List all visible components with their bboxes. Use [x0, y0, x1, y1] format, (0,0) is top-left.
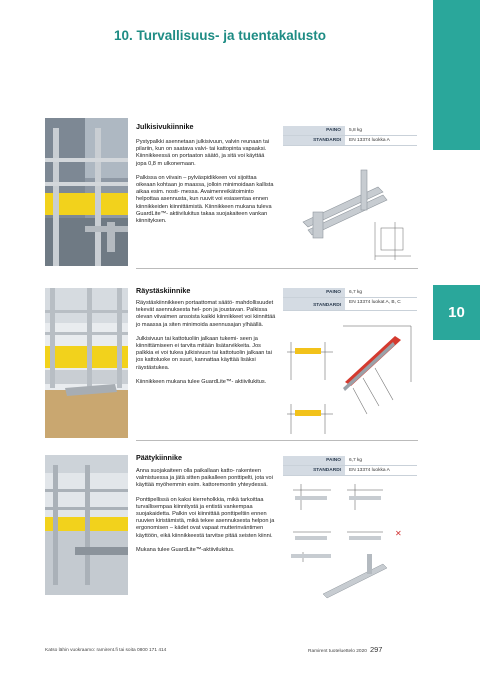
raystaskiinnike-diagram [283, 322, 417, 440]
paragraph: Palkissa on viivain – pylväspidikkeen voi sijoittaa oikeaan kohtaan jo maassa, jolloin minimoidaan kallista aikaa esim. nosti- messa. Avaimenreikätoiminto helpottaa asennusta, kun ruuvit voi esiasentaa ennen kiinnikkeiden kiinnittämistä. Kiinnikkeen mukana tuleva GuardLite™- aktiivilukitus takaa suojakaiteen vankan kiinnityksen. [136, 174, 274, 225]
svg-text:✕: ✕ [395, 529, 402, 538]
paragraph: Mukana tulee GuardLite™-aktiivilukitus. [136, 546, 235, 553]
spec-label: STANDARDI [283, 298, 345, 310]
page-number: 297 [369, 645, 383, 654]
paatykiinnike-spec-table [283, 456, 417, 476]
chapter-tab-top [433, 0, 480, 150]
paragraph: Pystypalkki asennetaan julkisivuun, valvin reunaan tai pilariin, kun on saatava valvi- tai kattopinta vapaaksi. Kiinnikkeessä on portaaton säätö, ja sitä voi käyttää jopa 0,8 m ulkonemaan. [136, 139, 270, 167]
spec-value: 5,8 kg [349, 128, 363, 133]
paragraph: Anna suojakaiteen olla paikallaan katto- rakenteen valmistuessa ja jätä sitten paikalleen ponttipelti, jota voi käyttää myöhemmin esim. kattoremontin yhteydessä. [136, 468, 273, 489]
paragraph: Ponttipellissä on kaksi kierreholkkia, mikä tarkoittaa turvallisempaa kiinnitystä ja entistä vankempaa suojakaidetta. Palkin voi kiinnittää ponttipeltiin ennen ruuvien kiristämistä, mikä tekee asennuksesta helpon ja ergonomisen – kädet ovat vapaat mutterinväntimen käyttöön, eikä kiinnikkeestä tarvitse pitää seisten kiinni. [136, 496, 275, 539]
spec-label: STANDARDI [283, 466, 345, 475]
spec-label: PAINO [283, 126, 345, 135]
chapter-number[interactable]: 10 [433, 285, 480, 340]
spec-label: STANDARDI [283, 136, 345, 145]
julkisivukiinnike-spec-table [283, 126, 417, 146]
julkisivukiinnike-title: Julkisivukiinnike [136, 122, 194, 131]
raystaskiinnike-text [136, 300, 276, 393]
julkisivukiinnike-photo [45, 118, 128, 266]
page-title: 10. Turvallisuus- ja tuentakalusto [113, 28, 327, 43]
julkisivukiinnike-text [136, 139, 276, 232]
julkisivukiinnike-diagram [283, 152, 417, 270]
paragraph: Räystäskiinnikkeen portaattomat säätö- mahdollisuudet tekevät asennuksesta hel- pon ja joustavan. Palkissa olevan viivaimen ansoista kaikki kiinnikkeet voi kiinnittää jo maassa ja siten minimoida asennusajan ylhäällä. [136, 300, 276, 328]
catalog-name: Ramirent tuoteluettelo 2020 [308, 649, 367, 654]
spec-value: 6,7 kg [349, 458, 363, 463]
spec-label: PAINO [283, 288, 345, 297]
spec-value: 6,7 kg [349, 290, 363, 295]
paragraph: Julkisivuun tai kattotuoliin jalkaan tukemi- seen ja kiinnittämiseen ei tarvita mitään lisätarvikkeita. Jos palkkia ei voi tukea julkisivuun tai kattotuolin jalkaan tai jos kattoluoke on suuri, kannattaa käyttää lisäksi räystästukea. [136, 335, 272, 371]
chapter-tab [433, 0, 480, 679]
footer-catalog [308, 645, 382, 654]
raystaskiinnike-spec-table [283, 288, 417, 311]
raystaskiinnike-photo [45, 288, 128, 438]
paragraph: Kiinnikkeen mukana tulee GuardLite™- aktiivilukitus. [136, 378, 267, 385]
paatykiinnike-diagram [283, 476, 417, 604]
raystaskiinnike-title: Räystäskiinnike [136, 286, 191, 295]
paatykiinnike-title: Päätykiinnike [136, 453, 182, 462]
spec-label: PAINO [283, 456, 345, 465]
spec-value: EN 13374 luokka A [349, 138, 390, 143]
spec-value: EN 13374 luokat A, B, C [349, 300, 401, 305]
paatykiinnike-photo [45, 455, 128, 595]
spec-value: EN 13374 luokka A [349, 468, 390, 473]
section-divider [136, 268, 418, 269]
paatykiinnike-text [136, 468, 276, 561]
footer-contact: Katso lähin vuokraamo: ramirent.fi tai soita 0800 171 414 [45, 648, 167, 653]
section-divider [136, 440, 418, 441]
